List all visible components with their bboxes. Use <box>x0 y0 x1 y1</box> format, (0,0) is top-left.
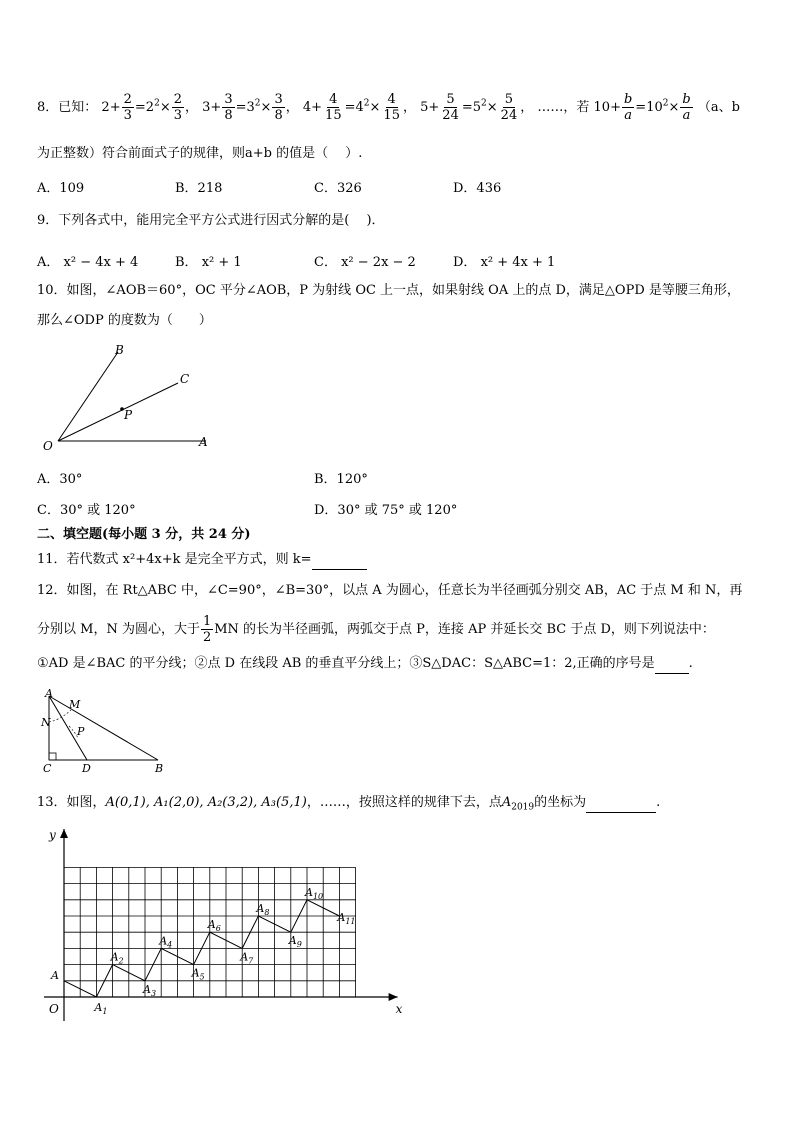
label-n: N <box>41 716 51 729</box>
point-label: $A_8$ <box>256 902 270 917</box>
y-axis-arrow <box>60 829 68 838</box>
point-label: $A_6$ <box>207 918 221 934</box>
q13-answer-blank[interactable] <box>586 794 656 813</box>
q12-line2: 分别以 M，N 为圆心，大于 $\frac{1}{2}$ MN 的长为半径画弧，两弧交于点 P，连接 AP 并延长交 BC 于点 D，则下列说法中： <box>37 614 715 645</box>
y-axis-label: y <box>49 828 56 842</box>
label-p: P <box>124 408 133 422</box>
q12-line3: ①AD 是∠BAC 的平分线；②点 D 在线段 AB 的垂直平分线上；③S△DAC：S△ABC=1：2,正确的序号是 . <box>37 655 693 674</box>
q9-option-a: A． x² − 4x + 4 <box>37 255 139 270</box>
q10-line1: 10．如图，∠AOB＝60°，OC 平分∠AOB，P 为射线 OC 上一点，如果射线 OA 上的点 D，满足△OPD 是等腰三角形， <box>37 283 740 298</box>
x-axis-label: x <box>395 1002 403 1016</box>
q11-answer-blank[interactable] <box>312 551 367 570</box>
point-label: $A_{11}$ <box>337 911 356 926</box>
q10-option-b: B．120° <box>314 472 368 487</box>
q13-figure <box>40 825 410 1025</box>
label-b: B <box>115 343 124 357</box>
q12-line1: 12．如图，在 Rt△ABC 中，∠C=90°，∠B=30°，以点 A 为圆心，任意长为半径画弧分别交 AB，AC 于点 M 和 N，再 <box>37 583 743 598</box>
q8-option-a: A．109 <box>37 181 85 196</box>
label-p: P <box>77 725 85 738</box>
label-c: C <box>180 372 190 386</box>
q11 <box>37 551 367 570</box>
q11-text: 11．若代数式 x²+4x+k 是完全平方式，则 k= <box>37 552 312 567</box>
q12-answer-blank[interactable] <box>655 655 689 674</box>
x-axis-arrow <box>389 993 398 1001</box>
q8-last-term: 10+ $\frac{b}{a}$ $=10^2\times$ $\frac{b}{a}$ <box>593 92 691 123</box>
ray-oc <box>58 383 178 441</box>
q9-stem: 9．下列各式中，能用完全平方公式进行因式分解的是( )． <box>37 213 385 228</box>
label-a: A <box>199 435 208 449</box>
q8-option-b: B．218 <box>175 181 223 196</box>
q13-points: A(0,1), A₁(2,0), A₂(3,2), A₃(5,1) <box>105 795 307 810</box>
q8-tail: （a、b <box>697 100 740 115</box>
origin-label: O <box>49 1002 59 1016</box>
point-label: $A_{10}$ <box>305 885 324 901</box>
point-label: $A_5$ <box>191 966 205 982</box>
q10-line2: 那么∠ODP 的度数为（ ） <box>37 313 212 328</box>
point-label: $A_7$ <box>240 950 254 966</box>
point-label: A <box>51 968 59 982</box>
q9-option-b: B． x² + 1 <box>175 255 242 270</box>
label-m: M <box>69 698 81 711</box>
q10-option-a: A．30° <box>37 472 83 487</box>
label-d: D <box>82 762 91 775</box>
point-label: $A_1$ <box>94 1001 108 1016</box>
q8-line2: 为正整数）符合前面式子的规律，则a+b 的值是（ ）. <box>37 146 363 161</box>
q10-figure <box>36 340 226 455</box>
q8-line1 <box>37 92 740 123</box>
q10-option-d: D．30° 或 75° 或 120° <box>314 503 458 518</box>
q8-term-1: 2+ $\frac{2}{3}$ $=2^2\times$ $\frac{2}{3}$ ， <box>101 92 203 123</box>
q8-ellipsis: ……，若 <box>537 100 590 115</box>
q8-option-c: C．326 <box>314 181 362 196</box>
q8-option-d: D．436 <box>453 181 502 196</box>
q10-option-c: C．30° 或 120° <box>37 503 136 518</box>
q9-option-d: D． x² + 4x + 1 <box>453 255 556 270</box>
q13-line: 13．如图，A(0,1), A₁(2,0), A₂(3,2), A₃(5,1)，……，按照这样的规律下去，点$A_{2019}$的坐标为 . <box>37 795 661 813</box>
q9-option-c: C． x² − 2x − 2 <box>314 255 416 270</box>
point-label: $A_2$ <box>110 950 124 966</box>
point-label: $A_3$ <box>143 982 157 998</box>
point-label: $A_9$ <box>288 934 302 950</box>
ray-ob <box>58 352 118 441</box>
q12-figure <box>38 686 173 776</box>
label-c: C <box>43 762 52 775</box>
q8-term-3: 4+ $\frac{4}{15}$ $=4^2\times$ $\frac{4}{15}$ ， <box>302 92 421 123</box>
label-b: B <box>155 762 164 775</box>
section-heading: 二、填空题(每小题 3 分，共 24 分) <box>37 527 251 542</box>
label-a: A <box>45 687 53 700</box>
q8-term-2: 3+ $\frac{3}{8}$ $=3^2\times$ $\frac{3}{8}$ ， <box>202 92 303 123</box>
q8-term-4: 5+ $\frac{5}{24}$ $=5^2\times$ $\frac{5}{24}$ ， <box>420 92 538 123</box>
label-o: O <box>43 439 53 453</box>
point-label: $A_4$ <box>159 934 173 950</box>
q8-prefix: 8．已知： <box>37 100 98 115</box>
